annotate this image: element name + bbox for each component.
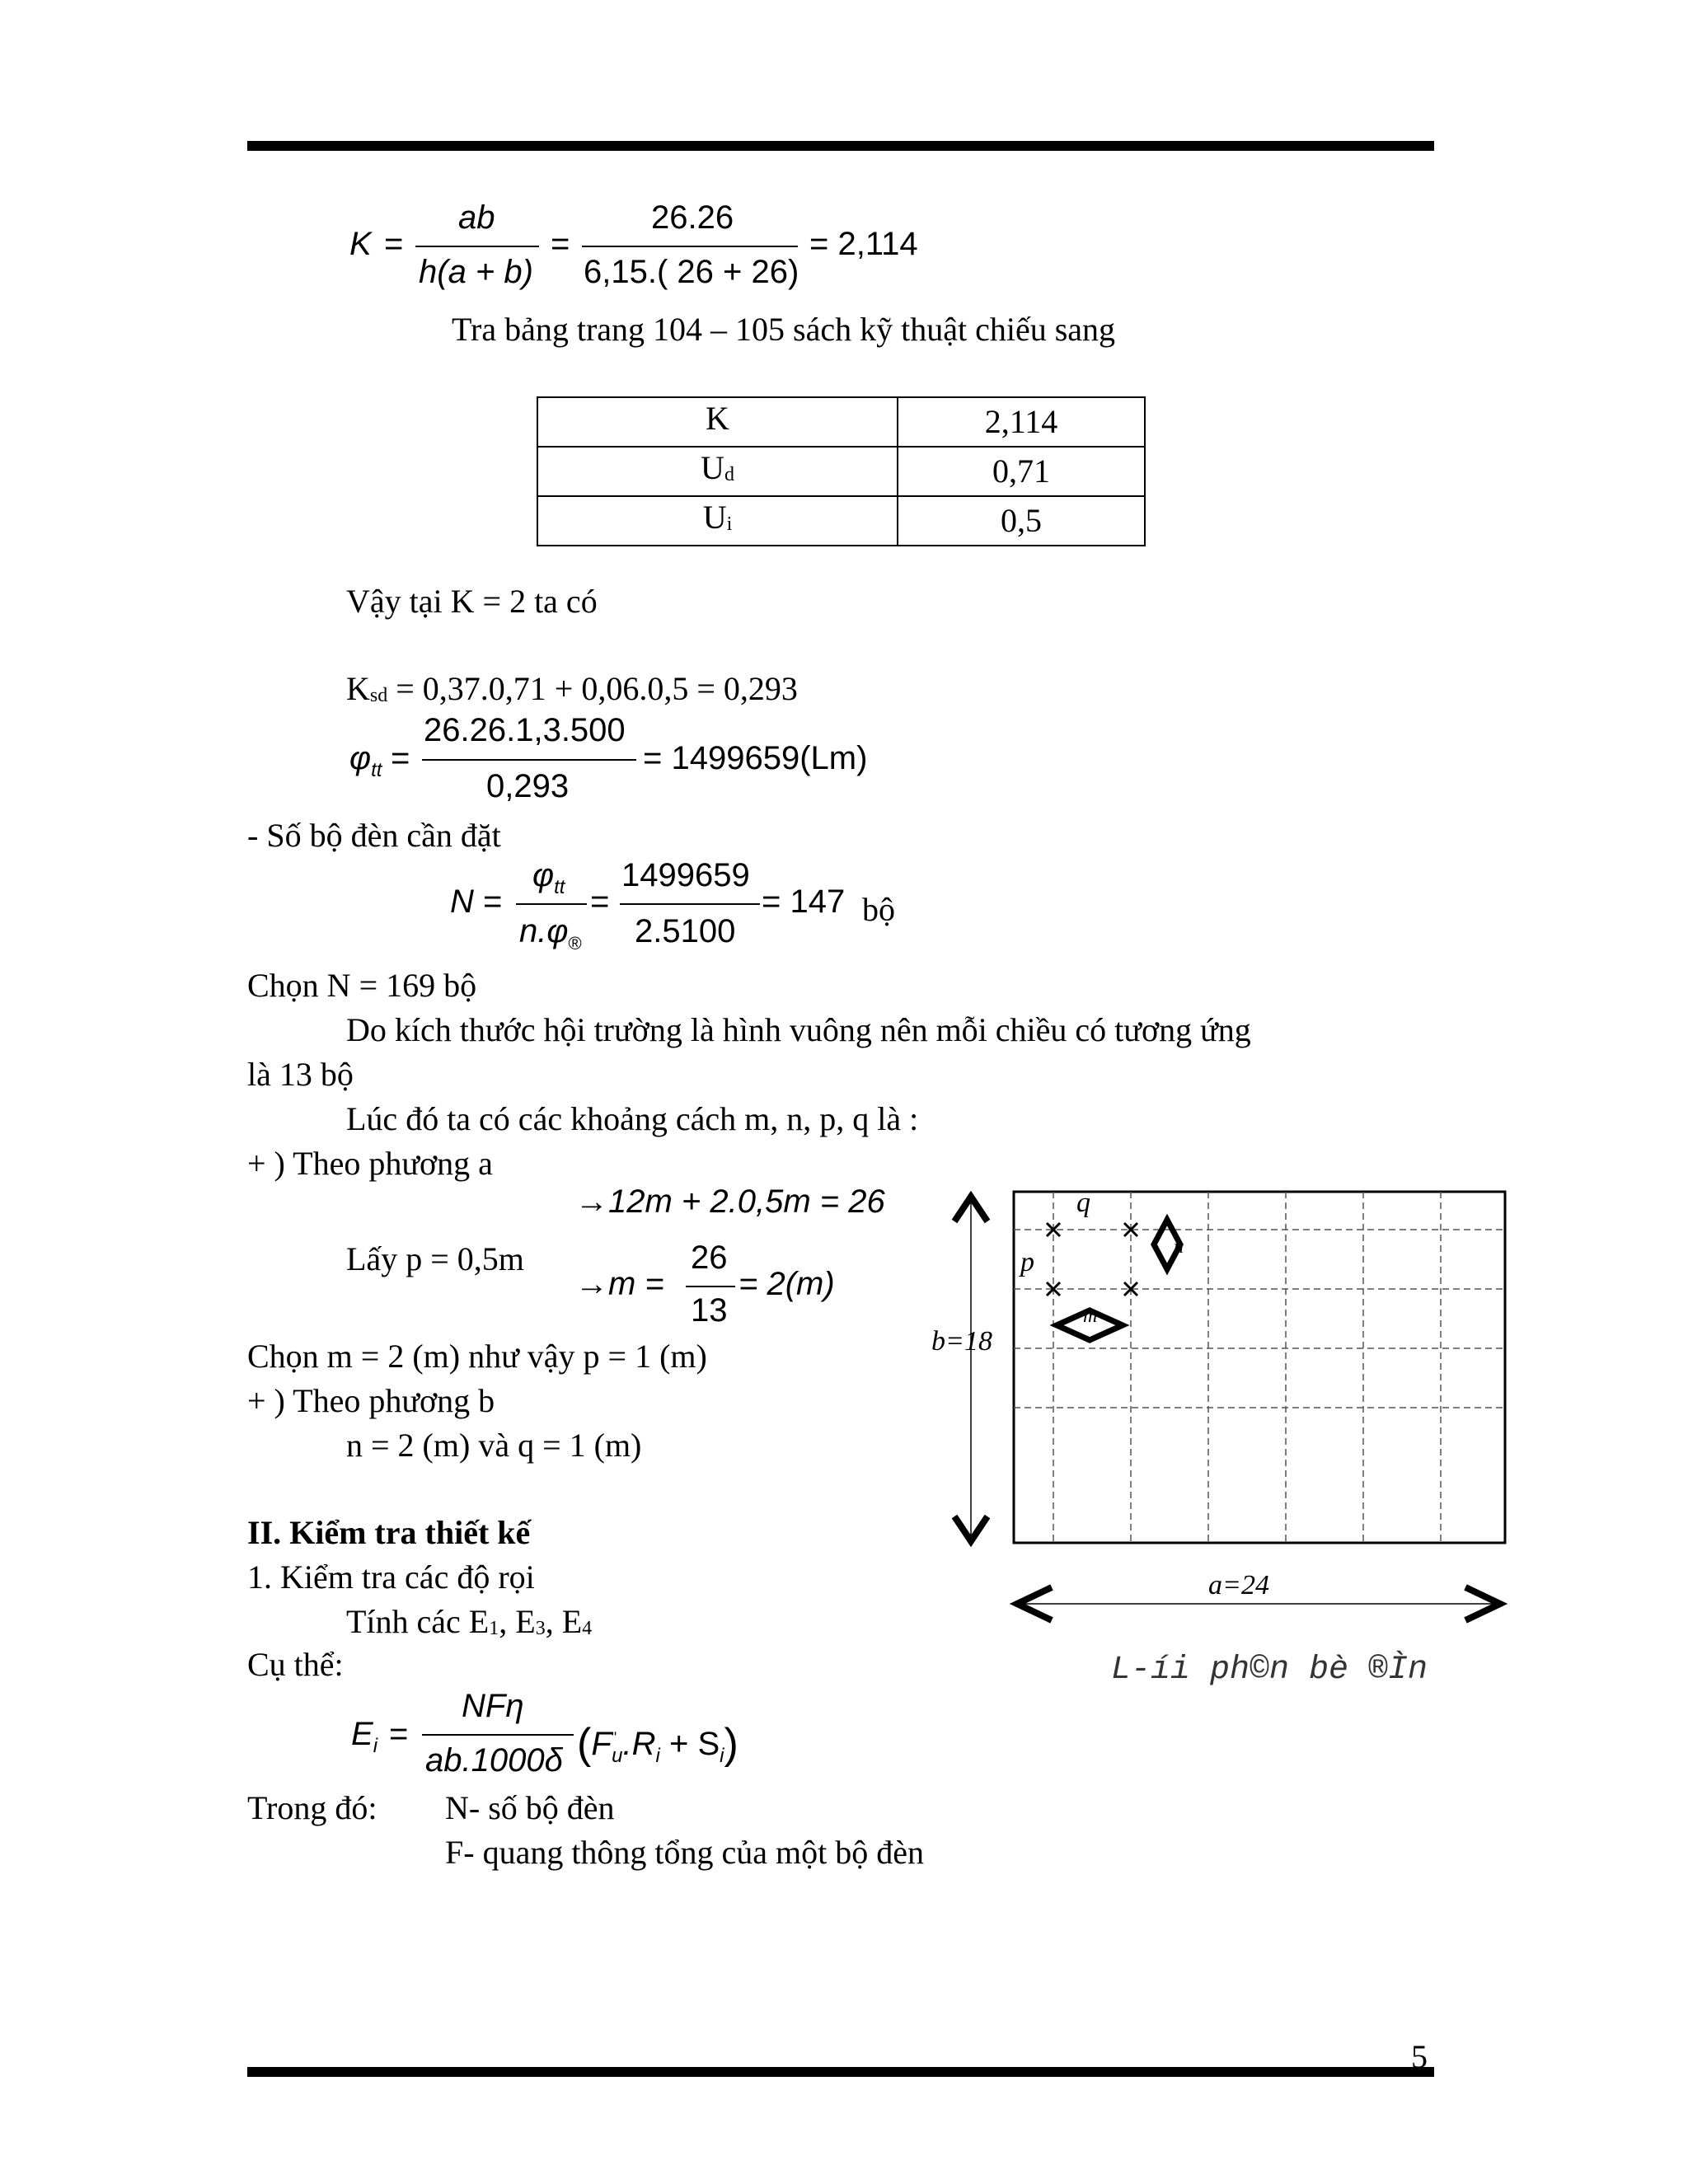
formula-n-eq1: = — [483, 883, 503, 920]
label-p: p — [1020, 1247, 1034, 1277]
label-a: a=24 — [1208, 1570, 1269, 1601]
formula-k-num1: ab — [458, 199, 495, 236]
text-cu-the: Cụ thể: — [247, 1646, 344, 1683]
table-cell-value: 0,71 — [898, 447, 1145, 496]
formula-phi-line — [422, 759, 636, 761]
formula-n-unit: bộ — [862, 891, 895, 928]
formula-e-num: NFη — [462, 1688, 524, 1724]
text-vay: Vậy tại K = 2 ta có — [346, 583, 598, 620]
formula-phi-lhs: $\varphi_{tt}$ — [349, 740, 382, 781]
table-cell-label: $U_d$ — [537, 447, 898, 496]
text-lay-p: Lấy p = 0,5m — [346, 1240, 524, 1277]
ksd-main: K — [346, 670, 370, 707]
eq-a2-line — [686, 1286, 735, 1287]
lookup-table — [537, 396, 1146, 546]
ksd-sub: sd — [369, 685, 388, 706]
formula-k-result: = 2,114 — [809, 226, 918, 262]
text-luc-do: Lúc đó ta có các khoảng cách m, n, p, q là : — [346, 1100, 919, 1137]
table-cell-label: $U_i$ — [537, 496, 898, 546]
grid-vertical-lines — [1053, 1192, 1441, 1543]
formula-k-eq2: = — [551, 226, 570, 262]
table-cell-label: K — [537, 397, 898, 447]
text-tinh: Tính các $E_1$, $E_3$, $E_4$ — [346, 1603, 593, 1640]
text-n-q: n = 2 (m) và q = 1 (m) — [346, 1427, 642, 1464]
text-chon-n: Chọn N = 169 bộ — [247, 967, 477, 1004]
eq-a1: →12m + 2.0,5m = 26 — [575, 1183, 885, 1220]
formula-n-line2 — [620, 903, 760, 905]
text-do-kich-1: Do kích thước hội trường là hình vuông nên mỗi chiều có tương ứng — [346, 1011, 1251, 1048]
eq-a2-prefix: →m = — [575, 1266, 664, 1302]
table-cell-value: 2,114 — [898, 397, 1145, 447]
text-trong-do: Trong đó: — [247, 1789, 377, 1826]
text-do-kich-2: là 13 bộ — [247, 1056, 354, 1093]
formula-e-line — [422, 1734, 574, 1736]
ksd-line — [346, 669, 798, 715]
formula-phi-num: 26.26.1,3.500 — [424, 712, 626, 748]
formula-n-den2: 2.5100 — [635, 913, 736, 949]
formula-e-eq: = — [389, 1716, 409, 1752]
text-theo-a: + ) Theo phương a — [247, 1145, 493, 1182]
formula-phi-eq: = — [391, 740, 410, 776]
label-b: b=18 — [931, 1326, 992, 1357]
formula-n-line1 — [516, 903, 587, 905]
text-def-n: N- số bộ đèn — [445, 1789, 615, 1826]
text-chon-m: Chọn m = 2 (m) như vậy p = 1 (m) — [247, 1338, 707, 1375]
diagram-caption: L-íi ph©n bè ®Ìn — [1111, 1652, 1428, 1689]
ksd-rest: = 0,37.0,71 + 0,06.0,5 = 0,293 — [387, 670, 798, 707]
formula-n-result: = 147 — [762, 883, 846, 920]
text-so-bo: - Số bộ đèn cần đặt — [247, 817, 501, 854]
header-rule — [247, 141, 1434, 151]
formula-k-eq1: = — [384, 226, 404, 262]
label-q: q — [1076, 1188, 1090, 1218]
text-theo-b: + ) Theo phương b — [247, 1382, 495, 1419]
heading-ii: II. Kiểm tra thiết kế — [247, 1514, 531, 1551]
eq-a2-result: = 2(m) — [738, 1266, 835, 1302]
formula-k-den1: h(a + b) — [419, 254, 533, 290]
formula-k-line2 — [582, 246, 798, 247]
text-kiem-tra: 1. Kiểm tra các độ rọi — [247, 1558, 535, 1596]
page-number: 5 — [1411, 2038, 1428, 2075]
table-row — [537, 496, 1145, 546]
formula-n-num2: 1499659 — [621, 857, 750, 893]
table-row — [537, 397, 1145, 447]
formula-n-eq2: = — [590, 883, 610, 920]
lighting-grid-diagram — [923, 1179, 1533, 1722]
formula-n-den1: $n.\varphi_®$ — [519, 913, 582, 954]
formula-phi-den: 0,293 — [486, 768, 570, 804]
lamp-marks — [1047, 1223, 1137, 1296]
formula-phi-result-value: 1499659(Lm) — [671, 740, 868, 776]
text-def-f: F- quang thông tổng của một bộ đèn — [445, 1834, 925, 1871]
formula-e-lhs: $E_i$ — [351, 1716, 378, 1757]
formula-k-line1 — [415, 246, 539, 247]
label-m: m — [1083, 1305, 1098, 1327]
label-n: n — [1174, 1236, 1184, 1258]
formula-k-num2: 26.26 — [651, 199, 734, 236]
formula-e-body: $(F^"_u.R_i + S_i)$ — [577, 1720, 738, 1768]
eq-a2-den: 13 — [691, 1292, 728, 1329]
formula-n-lhs: N — [450, 883, 474, 920]
formula-n-num1: $\varphi_{tt}$ — [532, 857, 565, 898]
formula-phi-result: = 1499659(Lm) — [643, 740, 868, 776]
footer-rule — [247, 2067, 1434, 2077]
vertical-dimension-arrow — [954, 1197, 987, 1541]
table-cell-value: 0,5 — [898, 496, 1145, 546]
eq-a2-num: 26 — [691, 1240, 728, 1276]
table-row — [537, 447, 1145, 496]
room-outline — [1014, 1192, 1505, 1543]
formula-k-den2: 6,15.( 26 + 26) — [584, 254, 799, 290]
formula-k-result-value: 2,114 — [837, 226, 918, 262]
formula-n-result-value: 147 — [790, 883, 846, 920]
formula-e-den: ab.1000δ — [425, 1742, 563, 1779]
formula-k-lhs: K — [349, 226, 372, 262]
intro-text: Tra bảng trang 104 – 105 sách kỹ thuật chiếu sang — [452, 311, 1116, 348]
